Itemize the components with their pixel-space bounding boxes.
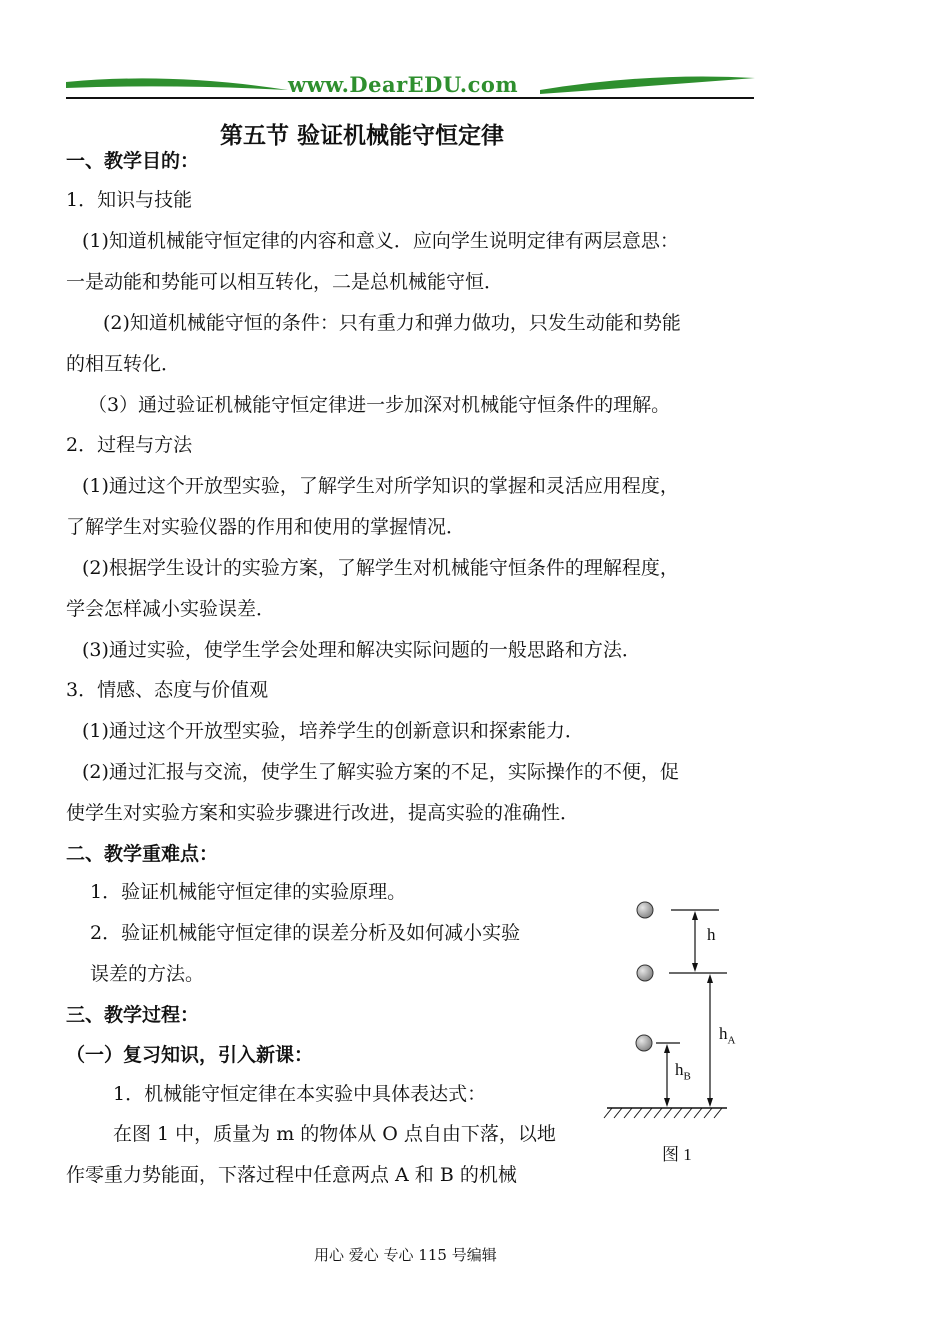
ball-b-icon xyxy=(636,1035,652,1051)
label-h: h xyxy=(707,925,716,944)
sub1-p2-line1: (2)知道机械能守恒的条件：只有重力和弹力做功，只发生动能和势能 xyxy=(103,312,681,334)
section2-item2-line2: 误差的方法。 xyxy=(90,963,205,985)
section2-item1: 1．验证机械能守恒定律的实验原理。 xyxy=(90,881,407,903)
sub3-p2-line2: 使学生对实验方案和实验步骤进行改进，提高实验的准确性． xyxy=(66,802,580,824)
section2-heading: 二、教学重难点： xyxy=(66,843,219,865)
sub3-heading: 3．情感、态度与价值观 xyxy=(66,679,269,701)
page-title: 第五节 验证机械能守恒定律 xyxy=(220,122,505,149)
section2-item2-line1: 2．验证机械能守恒定律的误差分析及如何减小实验 xyxy=(90,922,521,944)
section1-heading: 一、教学目的： xyxy=(66,150,200,172)
section3-item1: 1．机械能守恒定律在本实验中具体表达式： xyxy=(113,1083,487,1105)
ball-a-icon xyxy=(637,965,653,981)
sub2-p2-line2: 学会怎样减小实验误差． xyxy=(66,598,276,620)
sub3-p1: (1)通过这个开放型实验，培养学生的创新意识和探索能力． xyxy=(82,720,584,742)
sub3-p2-line1: (2)通过汇报与交流，使学生了解实验方案的不足，实际操作的不便，促 xyxy=(82,761,679,783)
sub2-p3: (3)通过实验，使学生学会处理和解决实际问题的一般思路和方法． xyxy=(82,639,641,661)
sub2-heading: 2．过程与方法 xyxy=(66,434,193,456)
sub1-p1-line2: 一是动能和势能可以相互转化，二是总机械能守恒． xyxy=(66,271,504,293)
sub2-p1-line2: 了解学生对实验仪器的作用和使用的掌握情况． xyxy=(66,516,466,538)
sub1-p3: （3）通过验证机械能守恒定律进一步加深对机械能守恒条件的理解。 xyxy=(88,394,671,416)
sub2-p2-line1: (2)根据学生设计的实验方案，了解学生对机械能守恒条件的理解程度， xyxy=(82,557,679,579)
page-footer: 用心 爱心 专心 115 号编辑 xyxy=(314,1246,497,1264)
ball-top-icon xyxy=(637,902,653,918)
section3-heading: 三、教学过程： xyxy=(66,1004,200,1026)
site-logo[interactable]: www.DearEDU.com xyxy=(288,72,519,97)
section3-para-line1: 在图 1 中，质量为 m 的物体从 O 点自由下落，以地 xyxy=(113,1123,556,1145)
ground-hatch xyxy=(604,1108,722,1118)
sub2-p1-line1: (1)通过这个开放型实验，了解学生对所学知识的掌握和灵活应用程度， xyxy=(82,475,679,497)
sub1-heading: 1．知识与技能 xyxy=(66,189,193,211)
sub1-p2-line2: 的相互转化． xyxy=(66,353,181,375)
label-ha: $h_A$ xyxy=(719,1024,736,1047)
label-hb: $h_B$ xyxy=(675,1060,691,1083)
sub1-p1-line1: (1)知道机械能守恒定律的内容和意义．应向学生说明定律有两层意思： xyxy=(82,230,679,252)
section3-part1-heading: （一）复习知识，引入新课： xyxy=(66,1044,314,1066)
figure-caption: 图 1 xyxy=(662,1145,692,1164)
section3-para-line2: 作零重力势能面，下落过程中任意两点 A 和 B 的机械 xyxy=(66,1164,517,1186)
